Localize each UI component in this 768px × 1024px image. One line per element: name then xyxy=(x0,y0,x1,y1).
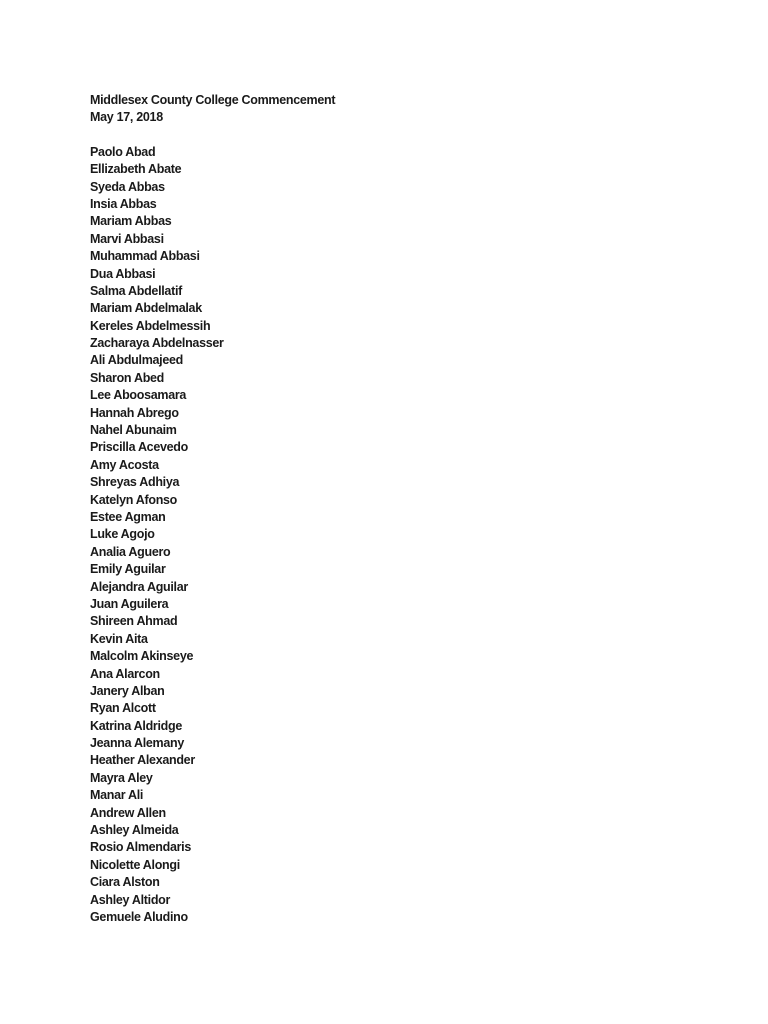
graduate-name: Ali Abdulmajeed xyxy=(90,353,183,368)
graduate-name: Janery Alban xyxy=(90,683,165,698)
graduate-name: Mayra Aley xyxy=(90,770,153,785)
graduate-name: Paolo Abad xyxy=(90,144,156,159)
graduate-name: Katrina Aldridge xyxy=(90,718,182,733)
graduate-name: Zacharaya Abdelnasser xyxy=(90,336,224,351)
graduate-name: Manar Ali xyxy=(90,788,144,803)
graduate-name: Shireen Ahmad xyxy=(90,614,178,629)
blank-line xyxy=(90,127,690,144)
graduate-name: Syeda Abbas xyxy=(90,179,165,194)
graduate-name: Alejandra Aguilar xyxy=(90,579,188,594)
graduate-name: Gemuele Aludino xyxy=(90,909,188,924)
graduate-name: Nicolette Alongi xyxy=(90,857,180,872)
graduate-name: Jeanna Alemany xyxy=(90,736,184,751)
graduate-name: Malcolm Akinseye xyxy=(90,649,194,664)
document-title: Middlesex County College Commencement xyxy=(90,93,336,107)
graduate-name: Andrew Allen xyxy=(90,805,166,820)
graduate-name: Ciara Alston xyxy=(90,875,160,890)
graduate-name: Lee Aboosamara xyxy=(90,388,187,403)
graduate-name: Emily Aguilar xyxy=(90,562,166,577)
graduate-name: Mariam Abbas xyxy=(90,214,172,229)
graduate-name: Hannah Abrego xyxy=(90,405,179,420)
graduate-name: Sharon Abed xyxy=(90,370,165,385)
graduate-name: Muhammad Abbasi xyxy=(90,249,200,264)
graduate-name: Nahel Abunaim xyxy=(90,423,177,438)
graduate-name: Ana Alarcon xyxy=(90,666,160,681)
graduate-name: Priscilla Acevedo xyxy=(90,440,188,455)
document-content xyxy=(90,92,690,926)
graduate-name: Ashley Almeida xyxy=(90,823,179,838)
graduate-name: Analia Aguero xyxy=(90,544,171,559)
graduate-name: Mariam Abdelmalak xyxy=(90,301,202,316)
graduate-name: Luke Agojo xyxy=(90,527,155,542)
graduate-name: Rosio Almendaris xyxy=(90,840,192,855)
graduate-name: Shreyas Adhiya xyxy=(90,475,180,490)
graduate-name: Kevin Aita xyxy=(90,631,148,646)
graduate-name: Katelyn Afonso xyxy=(90,492,178,507)
graduate-name: Heather Alexander xyxy=(90,753,195,768)
graduate-name: Ellizabeth Abate xyxy=(90,162,182,177)
graduate-name: Kereles Abdelmessih xyxy=(90,318,211,333)
graduate-names-list xyxy=(90,144,690,927)
graduate-name: Salma Abdellatif xyxy=(90,283,182,298)
graduate-name: Juan Aguilera xyxy=(90,596,169,611)
document-date: May 17, 2018 xyxy=(90,110,163,125)
graduate-name: Amy Acosta xyxy=(90,457,159,472)
graduate-name: Insia Abbas xyxy=(90,196,157,211)
graduate-name: Marvi Abbasi xyxy=(90,231,164,246)
graduate-name: Ryan Alcott xyxy=(90,701,156,716)
graduate-name: Dua Abbasi xyxy=(90,266,156,281)
graduate-name: Ashley Altidor xyxy=(90,892,171,907)
graduate-name: Estee Agman xyxy=(90,509,166,524)
